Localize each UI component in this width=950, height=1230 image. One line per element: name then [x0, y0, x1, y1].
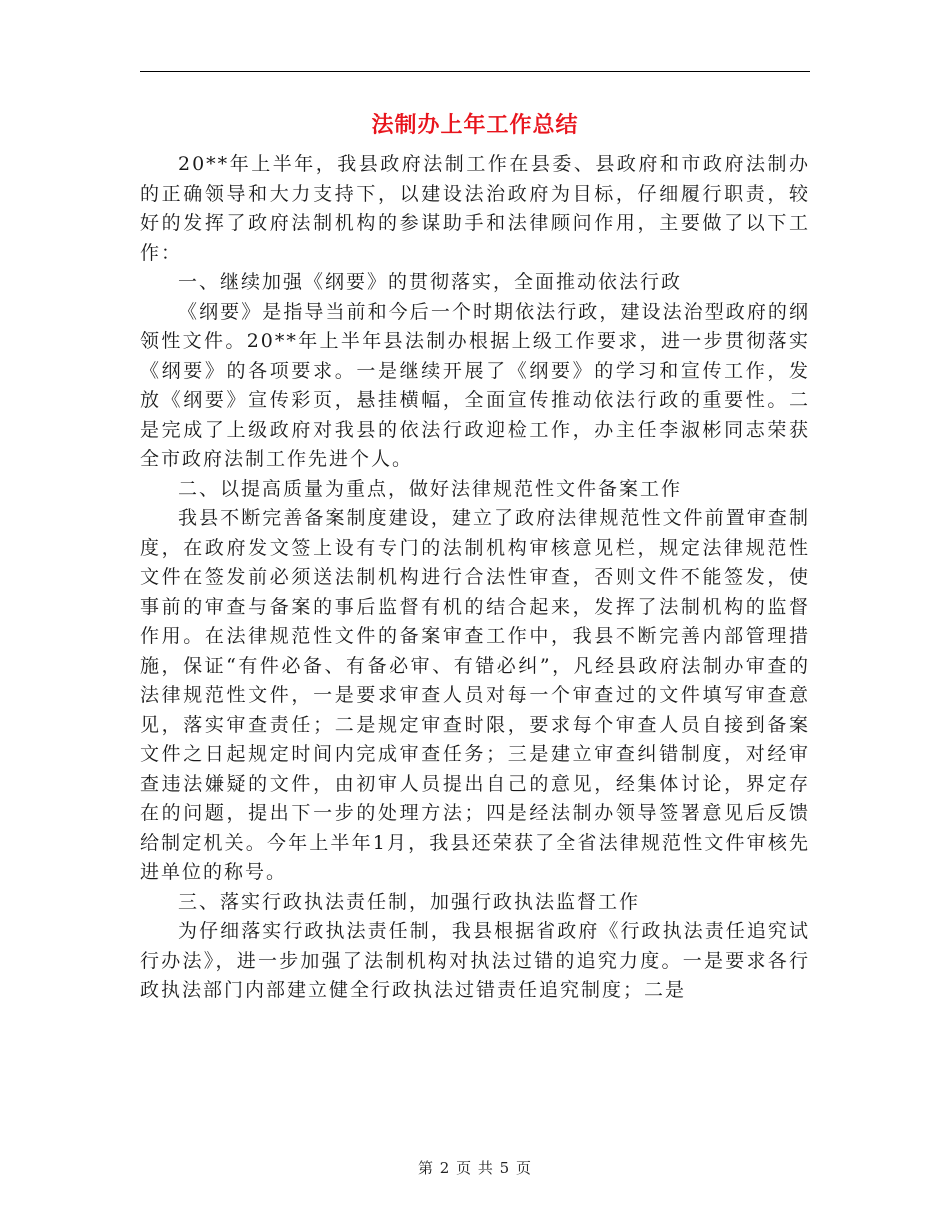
- body-paragraph: 我县不断完善备案制度建设，建立了政府法律规范性文件前置审查制度，在政府发文签上设有专门的法制机构审核意见栏，规定法律规范性文件在签发前必须送法制机构进行合法性审查，否则文件不能签发，使事前的审查与备案的事后监督有机的结合起来，发挥了法制机构的监督作用。在法律规范性文件的备案审查工作中，我县不断完善内部管理措施，保证“有件必备、有备必审、有错必纠”，凡经县政府法制办审查的法律规范性文件，一是要求审查人员对每一个审查过的文件填写审查意见，落实审查责任；二是规定审查时限，要求每个审查人员自接到备案文件之日起规定时间内完成审查任务；三是建立审查纠错制度，对经审查违法嫌疑的文件，由初审人员提出自己的意见，经集体讨论，界定存在的问题，提出下一步的处理方法；四是经法制办领导签署意见后反馈给制定机关。今年上半年1月，我县还荣获了全省法律规范性文件审核先进单位的称号。: [140, 507, 810, 883]
- body-paragraph: 《纲要》是指导当前和今后一个时期依法行政，建设法治型政府的纲领性文件。20**年上半年县法制办根据上级工作要求，进一步贯彻落实《纲要》的各项要求。一是继续开展了《纲要》的学习和宣传工作，发放《纲要》宣传彩页，悬挂横幅，全面宣传推动依法行政的重要性。二是完成了上级政府对我县的依法行政迎检工作，办主任李淑彬同志荣获全市政府法制工作先进个人。: [140, 300, 810, 470]
- section-heading: 一、继续加强《纲要》的贯彻落实，全面推动依法行政: [178, 271, 683, 293]
- section-heading: 二、以提高质量为重点，做好法律规范性文件备案工作: [178, 477, 683, 500]
- document-title: 法制办上年工作总结: [371, 112, 579, 138]
- page-number-footer: 第 2 页 共 5 页: [418, 1159, 532, 1177]
- body-paragraph: 20**年上半年，我县政府法制工作在县委、县政府和市政府法制办的正确领导和大力支持下，以建设法治政府为目标，仔细履行职责，较好的发挥了政府法制机构的参谋助手和法律顾问作用，主要做了以下工作：: [140, 153, 810, 264]
- document-body: [140, 150, 810, 1006]
- header-rule: [140, 71, 810, 72]
- body-paragraph: 为仔细落实行政执法责任制，我县根据省政府《行政执法责任追究试行办法》，进一步加强了法制机构对执法过错的追究力度。一是要求各行政执法部门内部建立健全行政执法过错责任追究制度；二是: [140, 920, 810, 1001]
- section-heading: 三、落实行政执法责任制，加强行政执法监督工作: [178, 890, 641, 913]
